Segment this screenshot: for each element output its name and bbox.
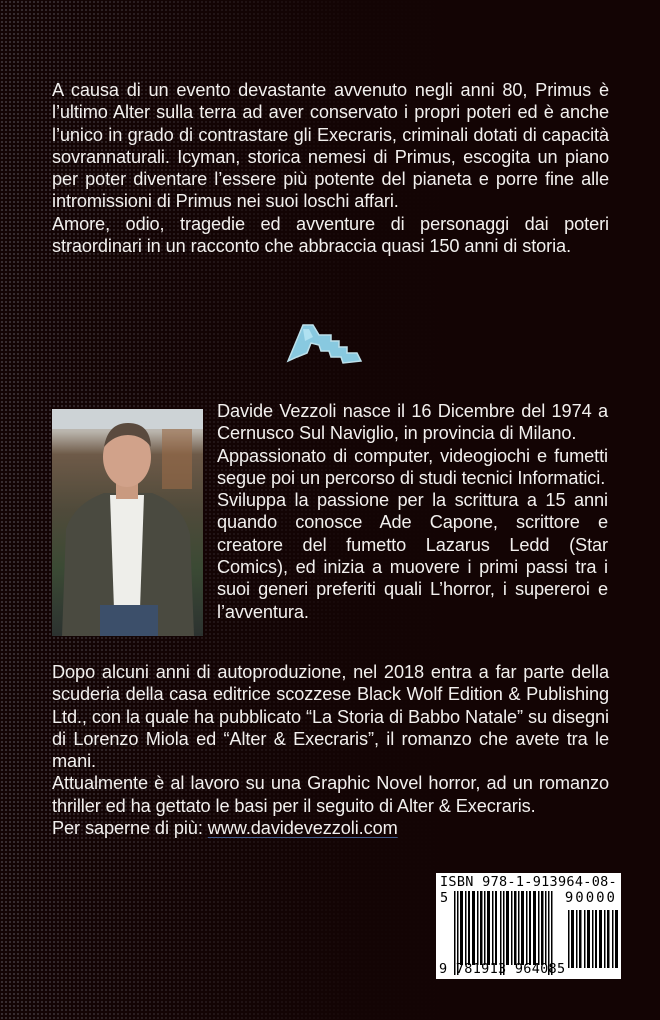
author-bio-side (217, 400, 608, 623)
isbn-label: ISBN 978-1-913964-08-5 (440, 874, 617, 906)
synopsis-paragraph: A causa di un evento devastante avvenuto negli anni 80, Primus è l’ultimo Alter sulla terra ad aver conservato i propri poteri ed è anche l’unico in grado di contrastare gli Execraris, criminali dotati di capacità sovrannaturali. Icyman, storica nemesi di Primus, escogita un piano per poter diventare l’essere più potente del pianeta e porre fine alle intromissioni di Primus nei suoi loschi affari. (52, 80, 609, 212)
bio-paragraph: Dopo alcuni anni di autoproduzione, nel 2018 entra a far parte della scuderia della casa editrice scozzese Black Wolf Edition & Publishing Ltd., con la quale ha pubblicato “La Storia di Babbo Natale” su disegni di Lorenzo Miola ed “Alter & Execraris”, il romanzo che avete tra le mani. (52, 662, 609, 772)
author-bio-full (52, 661, 609, 839)
ae-publisher-logo-icon (285, 321, 365, 367)
ean-digits: 9 781913 964085 (439, 961, 566, 977)
synopsis-paragraph: Amore, odio, tragedie ed avventure di personaggi dai poteri straordinari in un racconto che abbraccia quasi 150 anni di storia. (52, 213, 609, 257)
barcode-addon-price: 90000 (564, 890, 617, 906)
bio-paragraph: Sviluppa la passione per la scrittura a 15 anni quando conosce Ade Capone, scrittore e creatore del fumetto Lazarus Ledd (Star Comics), ed inizia a muovere i primi passi tra i suoi generi preferiti quali L’horror, i supereroi e l’avventura. (217, 490, 608, 622)
more-info-line (52, 817, 609, 839)
barcode-bars-addon (568, 910, 620, 968)
bio-paragraph: Appassionato di computer, videogiochi e fumetti segue poi un percorso di studi tecnici Informatici. (217, 445, 608, 488)
isbn-barcode (436, 873, 621, 979)
bio-paragraph: Davide Vezzoli nasce il 16 Dicembre del 1974 a Cernusco Sul Naviglio, in provincia di Milano. (217, 401, 608, 444)
more-info-label: Per saperne di più: (52, 818, 208, 839)
synopsis-text (52, 79, 609, 257)
website-link[interactable]: www.davidevezzoli.com (207, 818, 398, 839)
bio-paragraph: Attualmente è al lavoro su una Graphic Novel horror, ad un romanzo thriller ed ha gettato le basi per il seguito di Alter & Execraris. (52, 773, 609, 816)
author-portrait (52, 409, 203, 636)
